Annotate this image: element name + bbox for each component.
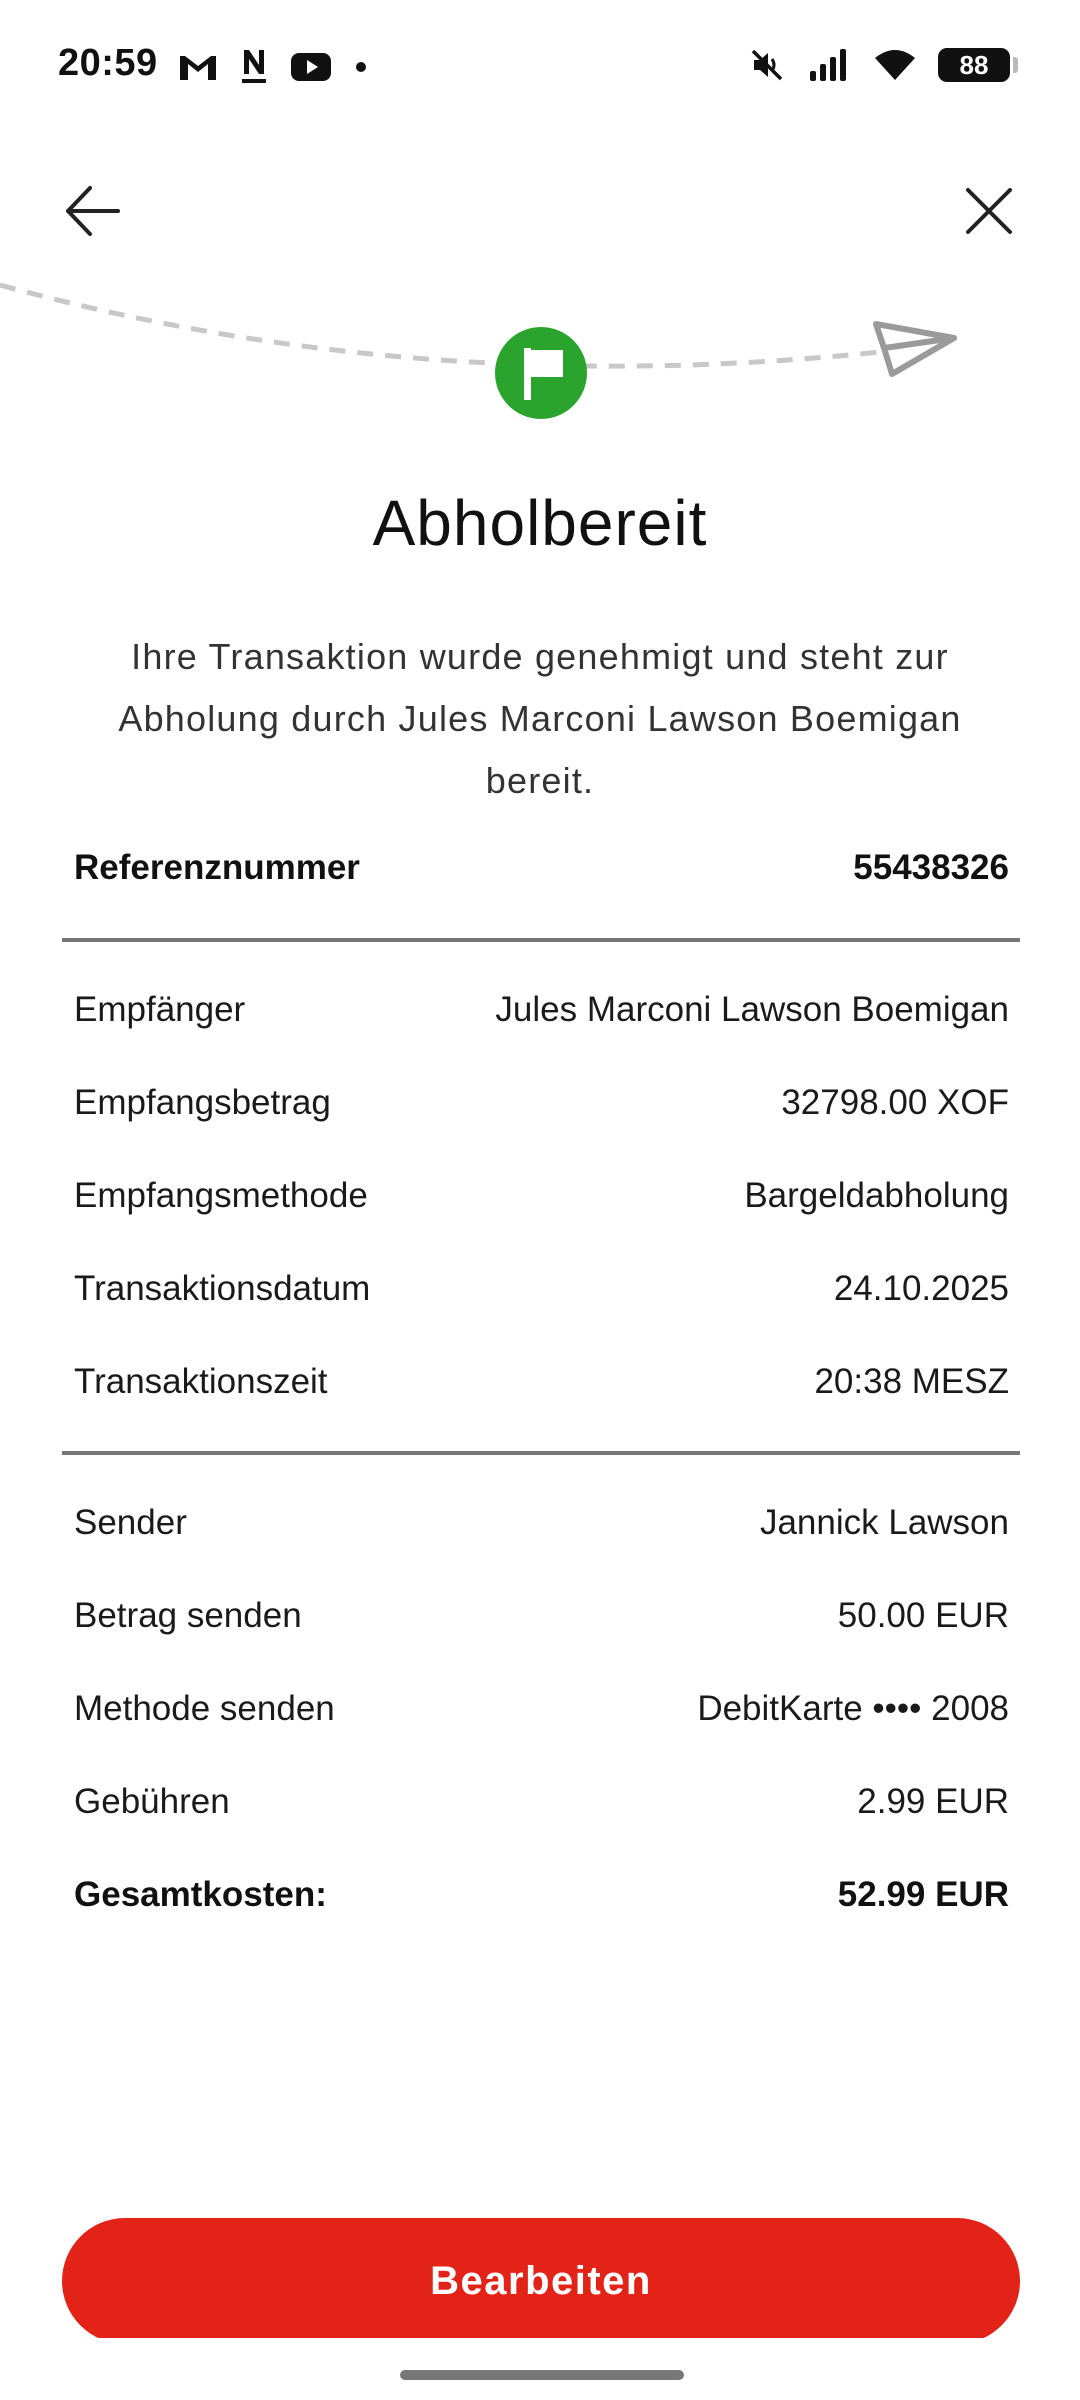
reference-row [74,848,1009,888]
transaction-time-label: Transaktionszeit [74,1362,328,1401]
recipient-value: Jules Marconi Lawson Boemigan [495,990,1009,1029]
send-amount-value: 50.00 EUR [837,1596,1009,1635]
send-amount-label: Betrag senden [74,1596,302,1635]
receive-amount-label: Empfangsbetrag [74,1083,331,1122]
send-icon [876,324,954,374]
battery-level: 88 [959,49,989,80]
transaction-date-row [74,1269,1009,1309]
youtube-icon [290,52,332,82]
page-title: Abholbereit [372,487,708,559]
sender-row [74,1503,1009,1543]
fees-label: Gebühren [74,1782,230,1821]
divider [62,938,1020,942]
transaction-time-row [74,1362,1009,1402]
flag-icon [495,327,587,419]
recipient-label: Empfänger [74,990,246,1029]
transaction-date-value: 24.10.2025 [833,1269,1009,1308]
fees-row [74,1782,1009,1822]
receive-amount-value: 32798.00 XOF [781,1083,1009,1122]
reference-value: 55438326 [853,848,1009,887]
signal-icon [808,47,852,83]
divider [62,1451,1020,1455]
receive-method-value: Bargeldabholung [744,1176,1009,1215]
transaction-date-label: Transaktionsdatum [74,1269,371,1308]
battery-icon [938,48,1010,82]
system-icons [748,46,1010,84]
reference-label: Referenznummer [74,848,360,887]
total-label: Gesamtkosten: [74,1875,327,1914]
mute-icon [748,46,786,84]
progress-path [0,285,880,366]
total-value: 52.99 EUR [837,1875,1009,1914]
arrow-left-icon[interactable] [62,180,124,242]
send-method-label: Methode senden [74,1689,335,1728]
recipient-row [74,990,1009,1030]
home-indicator[interactable] [400,2370,684,2380]
status-description: Ihre Transaktion wurde genehmigt und steht zur Abholung durch Jules Marconi Lawson Boemigan bereit. [118,636,962,801]
status-bar [0,0,1080,140]
transaction-time-value: 20:38 MESZ [814,1362,1009,1401]
notion-icon [240,48,268,86]
send-amount-row [74,1596,1009,1636]
total-row [74,1875,1009,1915]
bottom-fade [0,2338,1080,2400]
sender-value: Jannick Lawson [759,1503,1009,1542]
dot-icon [354,60,368,74]
receive-method-row [74,1176,1009,1216]
notification-icons [178,48,368,86]
receive-method-label: Empfangsmethode [74,1176,368,1215]
send-method-row [74,1689,1009,1729]
send-method-value: DebitKarte •••• 2008 [697,1689,1009,1728]
gmail-icon [178,52,218,82]
progress-tracker [0,260,1080,440]
wifi-icon [874,48,916,82]
edit-button[interactable]: Bearbeiten [62,2218,1020,2344]
fees-value: 2.99 EUR [857,1782,1009,1821]
close-icon[interactable] [960,182,1018,240]
sender-label: Sender [74,1503,187,1542]
receive-amount-row [74,1083,1009,1123]
status-time: 20:59 [58,42,158,84]
